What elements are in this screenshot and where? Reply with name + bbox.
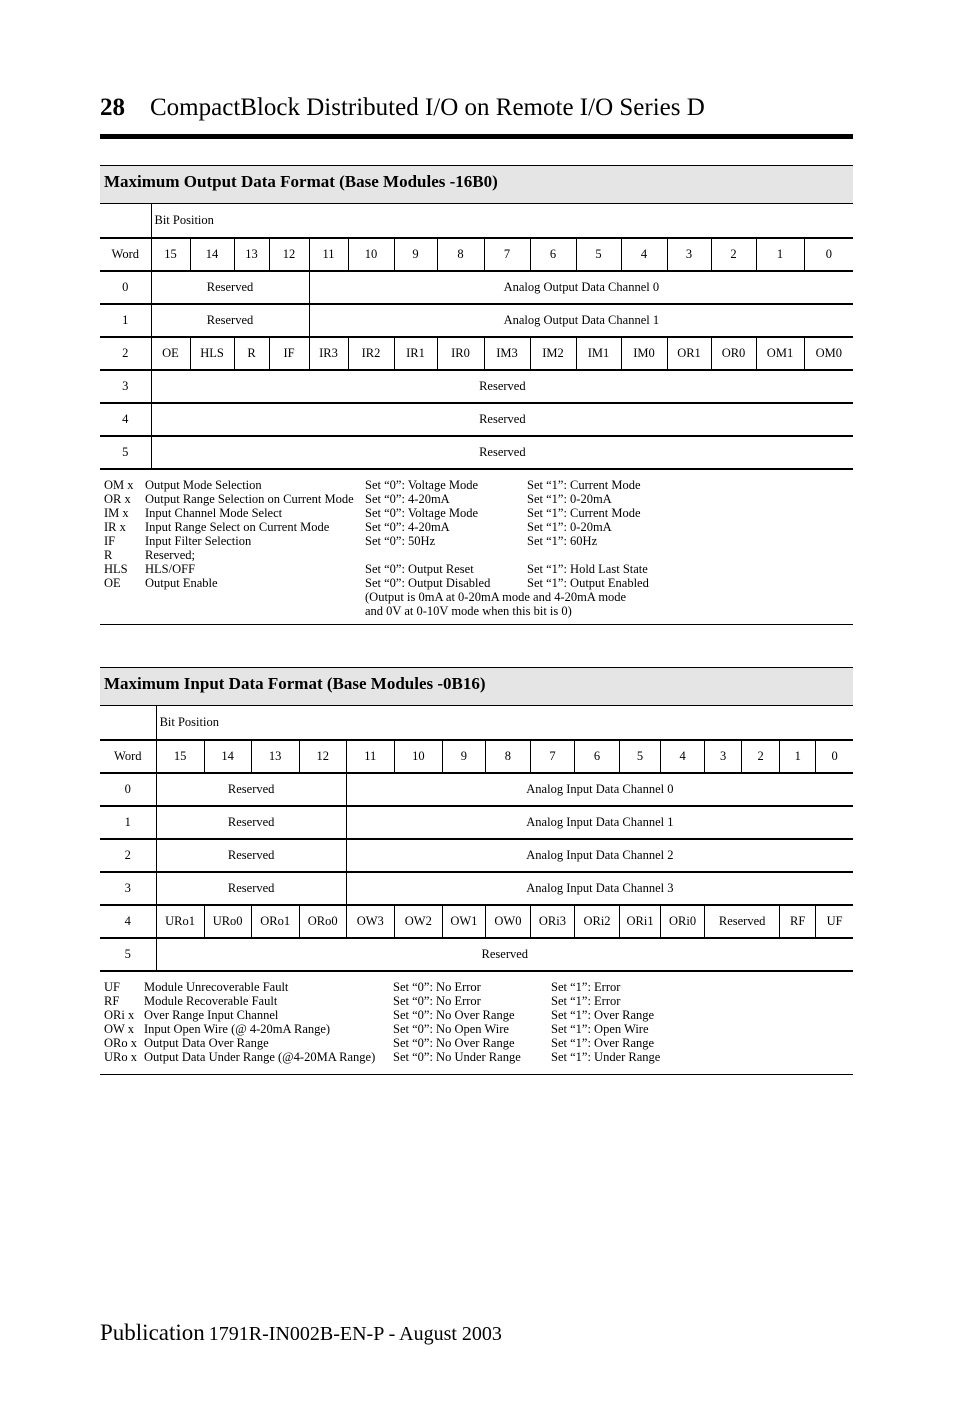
legend-line <box>100 980 853 994</box>
word-number: 5 <box>100 938 156 971</box>
legend-line <box>100 478 853 492</box>
table-row <box>100 304 853 337</box>
legend-line <box>100 604 853 618</box>
legend-set0: Set “0”: Voltage Mode <box>365 478 479 492</box>
bit-header-row <box>100 238 853 271</box>
bit-15: 15 <box>151 238 190 271</box>
bit-5: 5 <box>576 238 621 271</box>
table-row <box>100 436 853 469</box>
legend-line <box>100 994 853 1008</box>
bit-cell-ow0: OW0 <box>485 905 530 938</box>
word-label: Word <box>100 238 151 271</box>
legend-desc: Input Range Select on Current Mode <box>145 520 330 534</box>
legend-set1: Set “1”: Open Wire <box>551 1022 649 1036</box>
bit-4: 4 <box>661 740 705 773</box>
bit-7: 7 <box>484 238 530 271</box>
page-footer <box>100 1320 502 1346</box>
bit-7: 7 <box>530 740 574 773</box>
input-data-format-section <box>100 667 853 1075</box>
bit-10: 10 <box>348 238 394 271</box>
bit-5: 5 <box>620 740 661 773</box>
legend-code: UF <box>104 980 120 994</box>
word-number: 5 <box>100 436 151 469</box>
table-row <box>100 872 853 905</box>
table-row <box>100 905 853 938</box>
word-number: 4 <box>100 905 156 938</box>
legend-set1: Set “1”: Under Range <box>551 1050 661 1064</box>
word-label: Word <box>100 740 156 773</box>
word-number: 0 <box>100 773 156 806</box>
word-number: 2 <box>100 839 156 872</box>
bit-4: 4 <box>621 238 667 271</box>
bit-14: 14 <box>190 238 234 271</box>
input-section-title: Maximum Input Data Format (Base Modules -0B16) <box>100 667 853 705</box>
bit-cell-ow3: OW3 <box>346 905 394 938</box>
legend-desc: Input Channel Mode Select <box>145 506 283 520</box>
section-rule <box>100 1074 853 1075</box>
legend-code: URo x <box>104 1050 137 1064</box>
legend-set0: Set “0”: Voltage Mode <box>365 506 479 520</box>
legend-set1: Set “1”: Current Mode <box>527 478 641 492</box>
legend-set1: Set “1”: 60Hz <box>527 534 598 548</box>
legend-code: RF <box>104 994 120 1008</box>
legend-code: OW x <box>104 1022 134 1036</box>
bit-11: 11 <box>309 238 348 271</box>
table-row <box>100 839 853 872</box>
publication-number: 1791R-IN002B-EN-P - August 2003 <box>208 1323 502 1345</box>
bit-cell-im0: IM0 <box>621 337 667 370</box>
legend-set1: Set “1”: Hold Last State <box>527 562 648 576</box>
legend-desc: HLS/OFF <box>145 562 196 576</box>
legend-code: ORo x <box>104 1036 137 1050</box>
bit-cell-oro0: ORo0 <box>299 905 346 938</box>
page-number: 28 <box>100 94 125 121</box>
legend-line <box>100 1050 853 1064</box>
legend-line <box>100 548 853 562</box>
bit-cell-or1: OR1 <box>667 337 711 370</box>
bit-2: 2 <box>742 740 780 773</box>
bit-3: 3 <box>667 238 711 271</box>
reserved-cell: Reserved <box>156 773 346 806</box>
legend-desc: Output Data Under Range (@4-20MA Range) <box>144 1050 376 1064</box>
legend-code: R <box>104 548 113 562</box>
bit-cell-r: R <box>234 337 269 370</box>
channel-data-cell: Analog Output Data Channel 0 <box>309 271 853 304</box>
bit-cell-rf: RF <box>780 905 816 938</box>
reserved-cell: Reserved <box>151 403 853 436</box>
legend-line <box>100 520 853 534</box>
legend-set0: Set “0”: No Over Range <box>393 1036 515 1050</box>
legend-line <box>100 1036 853 1050</box>
legend-set1: Set “1”: 0-20mA <box>527 520 612 534</box>
word-number: 3 <box>100 370 151 403</box>
bit-cell-ori2: ORi2 <box>574 905 619 938</box>
bit-cell-uro1: URo1 <box>156 905 204 938</box>
bit-cell-ori3: ORi3 <box>530 905 574 938</box>
table-row <box>100 773 853 806</box>
bit-10: 10 <box>394 740 442 773</box>
legend-line <box>100 576 853 590</box>
legend-line <box>100 534 853 548</box>
bit-14: 14 <box>204 740 251 773</box>
bit-cell-om1: OM1 <box>756 337 804 370</box>
bit-6: 6 <box>530 238 576 271</box>
legend-set1: Set “1”: Over Range <box>551 1036 655 1050</box>
input-data-table <box>100 705 853 972</box>
legend-code: IR x <box>104 520 126 534</box>
bit-13: 13 <box>251 740 299 773</box>
legend-line <box>100 562 853 576</box>
legend-desc: Over Range Input Channel <box>144 1008 279 1022</box>
legend-line <box>100 492 853 506</box>
publication-label: Publication <box>100 1320 205 1345</box>
reserved-cell: Reserved <box>151 370 853 403</box>
table-row <box>100 271 853 304</box>
section-rule <box>100 624 853 625</box>
bit-cell-if: IF <box>269 337 309 370</box>
output-data-format-section <box>100 165 853 625</box>
bit-cell-ori0: ORi0 <box>661 905 705 938</box>
word-number: 0 <box>100 271 151 304</box>
channel-data-cell: Analog Input Data Channel 3 <box>346 872 853 905</box>
bit-3: 3 <box>705 740 742 773</box>
legend-set0: Set “0”: 4-20mA <box>365 492 450 506</box>
legend-set0: Set “0”: No Under Range <box>393 1050 521 1064</box>
legend-set0: Set “0”: No Error <box>393 980 481 994</box>
bit-0: 0 <box>816 740 853 773</box>
legend-set0: (Output is 0mA at 0-20mA mode and 4-20mA mode <box>365 590 627 604</box>
reserved-cell: Reserved <box>156 806 346 839</box>
legend-set0: Set “0”: No Over Range <box>393 1008 515 1022</box>
table-row <box>100 806 853 839</box>
bit-cell-ori1: ORi1 <box>620 905 661 938</box>
legend-code: OR x <box>104 492 131 506</box>
reserved-cell: Reserved <box>151 436 853 469</box>
bit-position-label: Bit Position <box>156 706 853 741</box>
bit-cell-uro0: URo0 <box>204 905 251 938</box>
legend-line <box>100 506 853 520</box>
channel-data-cell: Analog Input Data Channel 2 <box>346 839 853 872</box>
reserved-cell: Reserved <box>156 938 853 971</box>
output-section-title: Maximum Output Data Format (Base Modules -16B0) <box>100 165 853 203</box>
bit-8: 8 <box>437 238 484 271</box>
bit-8: 8 <box>485 740 530 773</box>
legend-code: HLS <box>104 562 128 576</box>
legend-code: OM x <box>104 478 134 492</box>
reserved-cell: Reserved <box>156 839 346 872</box>
channel-data-cell: Analog Output Data Channel 1 <box>309 304 853 337</box>
bit-15: 15 <box>156 740 204 773</box>
legend-set0: Set “0”: No Error <box>393 994 481 1008</box>
bit-cell-ir1: IR1 <box>394 337 437 370</box>
legend-set0: Set “0”: 50Hz <box>365 534 436 548</box>
legend-code: IF <box>104 534 116 548</box>
bit-cell-ir2: IR2 <box>348 337 394 370</box>
legend-line <box>100 1008 853 1022</box>
bit-cell-im3: IM3 <box>484 337 530 370</box>
output-data-table <box>100 203 853 470</box>
header-rule <box>100 134 853 139</box>
legend-set0: Set “0”: 4-20mA <box>365 520 450 534</box>
legend-line <box>100 1022 853 1036</box>
input-legend <box>100 980 853 1074</box>
legend-desc: Module Unrecoverable Fault <box>144 980 289 994</box>
bit-cell-ow1: OW1 <box>442 905 485 938</box>
reserved-cell: Reserved <box>151 271 309 304</box>
legend-desc: Input Open Wire (@ 4-20mA Range) <box>144 1022 331 1036</box>
bit-1: 1 <box>756 238 804 271</box>
bit-cell-ir3: IR3 <box>309 337 348 370</box>
legend-code: IM x <box>104 506 129 520</box>
page-title: CompactBlock Distributed I/O on Remote I/O Series D <box>150 94 705 121</box>
bit-13: 13 <box>234 238 269 271</box>
bit-cell-ir0: IR0 <box>437 337 484 370</box>
word-number: 1 <box>100 806 156 839</box>
legend-code: ORi x <box>104 1008 135 1022</box>
word-number: 2 <box>100 337 151 370</box>
reserved-cell: Reserved <box>156 872 346 905</box>
bit-cell-hls: HLS <box>190 337 234 370</box>
legend-desc: Output Mode Selection <box>145 478 262 492</box>
legend-set0: Set “0”: Output Reset <box>365 562 474 576</box>
legend-set1: Set “1”: Current Mode <box>527 506 641 520</box>
legend-desc: Output Range Selection on Current Mode <box>145 492 354 506</box>
table-row <box>100 370 853 403</box>
legend-set1: Set “1”: Error <box>551 994 621 1008</box>
bit-cell-or0: OR0 <box>711 337 756 370</box>
bit-cell-im1: IM1 <box>576 337 621 370</box>
bit-12: 12 <box>269 238 309 271</box>
bit-cell-oro1: ORo1 <box>251 905 299 938</box>
legend-line <box>100 590 853 604</box>
bit-1: 1 <box>780 740 816 773</box>
reserved-cell: Reserved <box>705 905 780 938</box>
reserved-cell: Reserved <box>151 304 309 337</box>
legend-set0: Set “0”: Output Disabled <box>365 576 491 590</box>
legend-desc: Input Filter Selection <box>145 534 252 548</box>
legend-desc: Output Enable <box>145 576 218 590</box>
legend-desc: Output Data Over Range <box>144 1036 269 1050</box>
legend-desc: Module Recoverable Fault <box>144 994 278 1008</box>
channel-data-cell: Analog Input Data Channel 0 <box>346 773 853 806</box>
table-row <box>100 337 853 370</box>
bit-9: 9 <box>442 740 485 773</box>
bit-0: 0 <box>804 238 853 271</box>
bit-2: 2 <box>711 238 756 271</box>
word-number: 1 <box>100 304 151 337</box>
bit-12: 12 <box>299 740 346 773</box>
legend-set1: Set “1”: Error <box>551 980 621 994</box>
legend-code: OE <box>104 576 121 590</box>
legend-desc: Reserved; <box>145 548 195 562</box>
legend-set1: Set “1”: Output Enabled <box>527 576 649 590</box>
bit-position-label: Bit Position <box>151 204 853 239</box>
word-number: 4 <box>100 403 151 436</box>
bit-cell-ow2: OW2 <box>394 905 442 938</box>
legend-set1: Set “1”: Over Range <box>551 1008 655 1022</box>
bit-header-row <box>100 740 853 773</box>
bit-9: 9 <box>394 238 437 271</box>
bit-cell-oe: OE <box>151 337 190 370</box>
legend-set1: Set “1”: 0-20mA <box>527 492 612 506</box>
word-number: 3 <box>100 872 156 905</box>
legend-set0: Set “0”: No Open Wire <box>393 1022 509 1036</box>
bit-cell-uf: UF <box>816 905 853 938</box>
table-row <box>100 403 853 436</box>
table-row <box>100 938 853 971</box>
bit-cell-im2: IM2 <box>530 337 576 370</box>
channel-data-cell: Analog Input Data Channel 1 <box>346 806 853 839</box>
bit-cell-om0: OM0 <box>804 337 853 370</box>
bit-11: 11 <box>346 740 394 773</box>
legend-set0: and 0V at 0-10V mode when this bit is 0) <box>365 604 572 618</box>
bit-6: 6 <box>574 740 619 773</box>
output-legend <box>100 478 853 624</box>
